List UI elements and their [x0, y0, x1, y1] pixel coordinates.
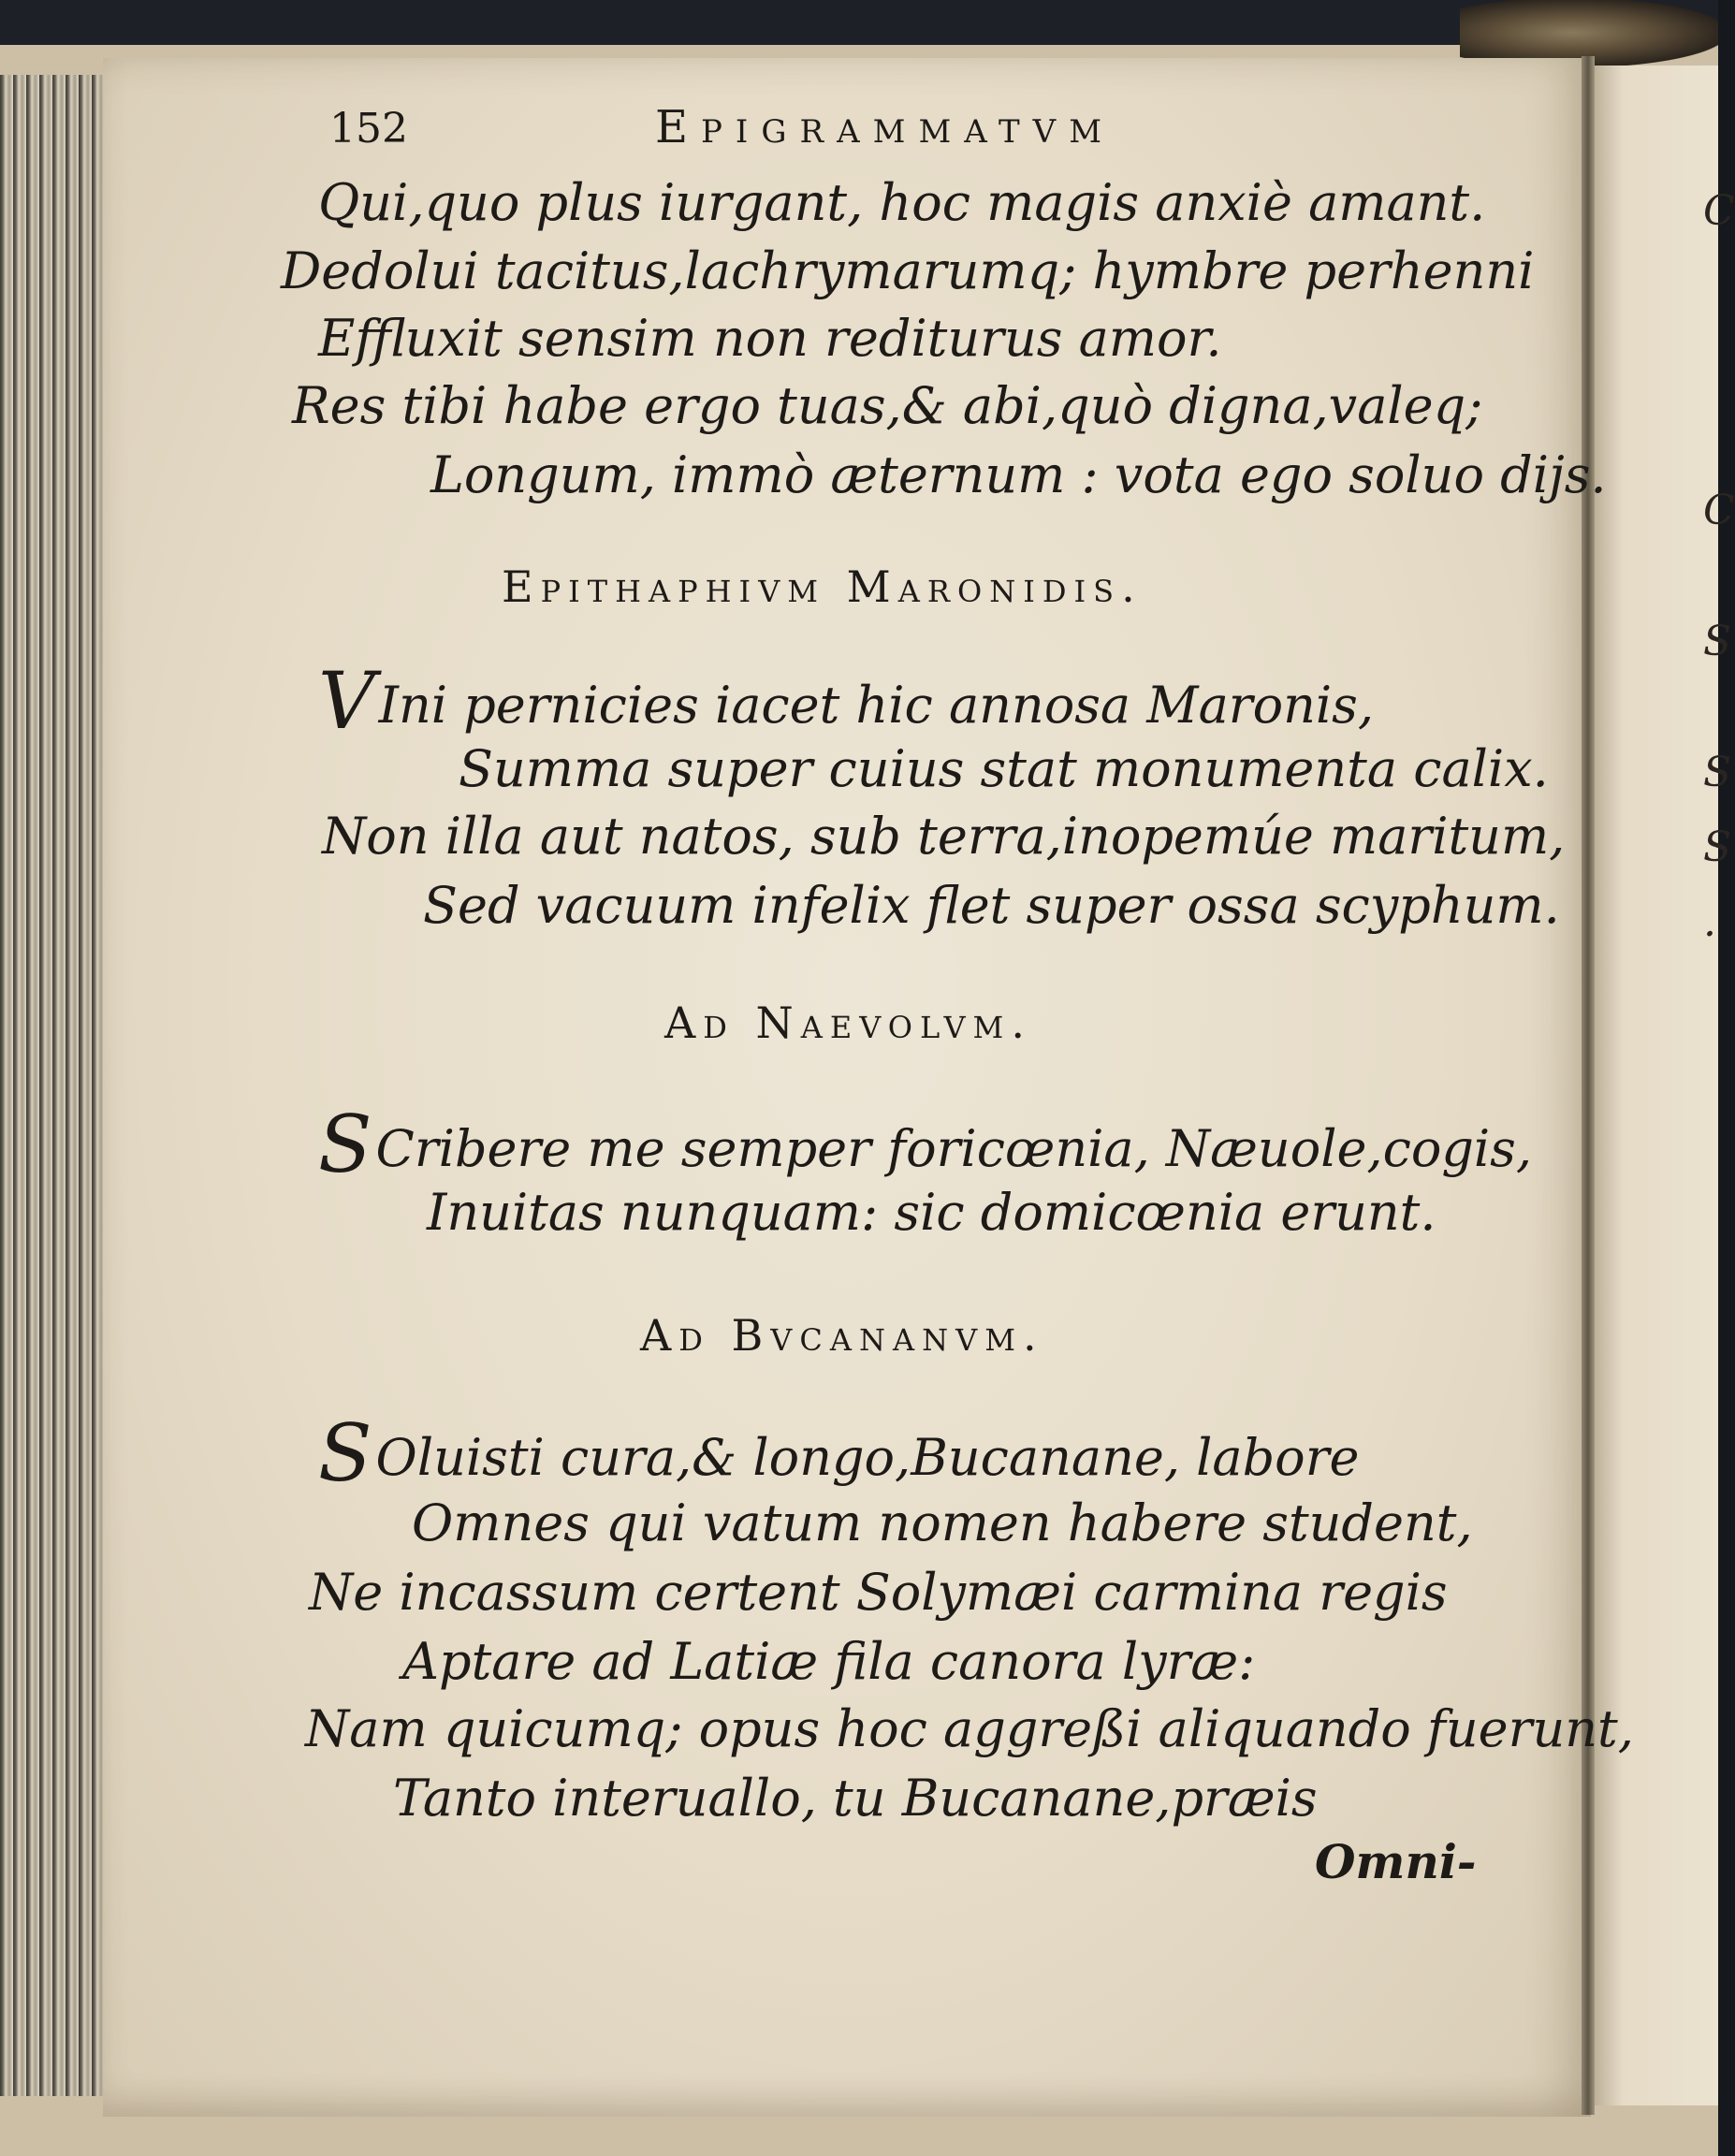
verse-line: Nam quicumq; opus hoc aggreßi aliquando fuerunt, — [305, 1699, 1634, 1758]
facing-page-glyph: C — [1703, 187, 1735, 235]
verse-line-first — [318, 1099, 1533, 1190]
verse-text: Oluisti cura,& longo,Bucanane, labore — [375, 1428, 1360, 1487]
verse-line: Res tibi habe ergo tuas,& abi,quò digna,valeq; — [292, 376, 1483, 435]
facing-page-edge — [1591, 66, 1718, 2105]
catchword: Omni- — [1315, 1834, 1477, 1889]
verse-line: Qui,quo plus iurgant, hoc magis anxiè amant. — [318, 173, 1486, 232]
running-head: Epigrammatvm — [655, 101, 1115, 153]
verse-line: Longum, immò æternum : vota ego soluo dijs. — [430, 445, 1607, 504]
verse-line: Summa super cuius stat monumenta calix. — [459, 739, 1549, 798]
verse-line: Ne incassum certent Solymæi carmina regis — [309, 1563, 1448, 1622]
page-number: 152 — [329, 105, 408, 153]
facing-page-glyph: S — [1703, 618, 1732, 665]
section-title-bucananum: Ad Bvcananvm. — [640, 1310, 1044, 1361]
verse-text: Ini pernicies iacet hic annosa Maronis, — [378, 676, 1375, 735]
section-title-epitaph: Epithaphivm Maronidis. — [502, 561, 1143, 612]
drop-capital: V — [318, 655, 375, 747]
verse-line-first — [318, 655, 1375, 747]
verse-line: Inuitas nunquam: sic domicœnia erunt. — [427, 1183, 1436, 1242]
page-edges-left — [0, 75, 112, 2096]
verse-line: Effluxit sensim non rediturus amor. — [318, 309, 1222, 368]
section-title-naevolum: Ad Naevolvm. — [664, 998, 1032, 1048]
drop-capital: S — [318, 1407, 372, 1499]
facing-page-glyph: C — [1703, 487, 1735, 534]
verse-line: Tanto interuallo, tu Bucanane,præis — [393, 1769, 1318, 1828]
verse-line: Dedolui tacitus,lachrymarumq; hymbre perhenni — [281, 241, 1535, 300]
verse-line: Omnes qui vatum nomen habere student, — [412, 1493, 1473, 1552]
verse-text: Cribere me semper foricœnia, Næuole,cogis, — [375, 1119, 1533, 1178]
verse-line: Sed vacuum infelix flet super ossa scyphum. — [423, 876, 1560, 935]
facing-page-glyph: S — [1703, 749, 1732, 796]
facing-page-glyph: S — [1703, 823, 1732, 871]
drop-capital: S — [318, 1099, 372, 1190]
verse-line: Non illa aut natos, sub terra,inopemúe maritum, — [322, 807, 1566, 866]
verse-line-first — [318, 1407, 1360, 1499]
verse-line: Aptare ad Latiæ fila canora lyræ: — [402, 1632, 1256, 1691]
facing-page-glyph: . — [1703, 898, 1716, 946]
page-gutter — [1582, 56, 1595, 2115]
